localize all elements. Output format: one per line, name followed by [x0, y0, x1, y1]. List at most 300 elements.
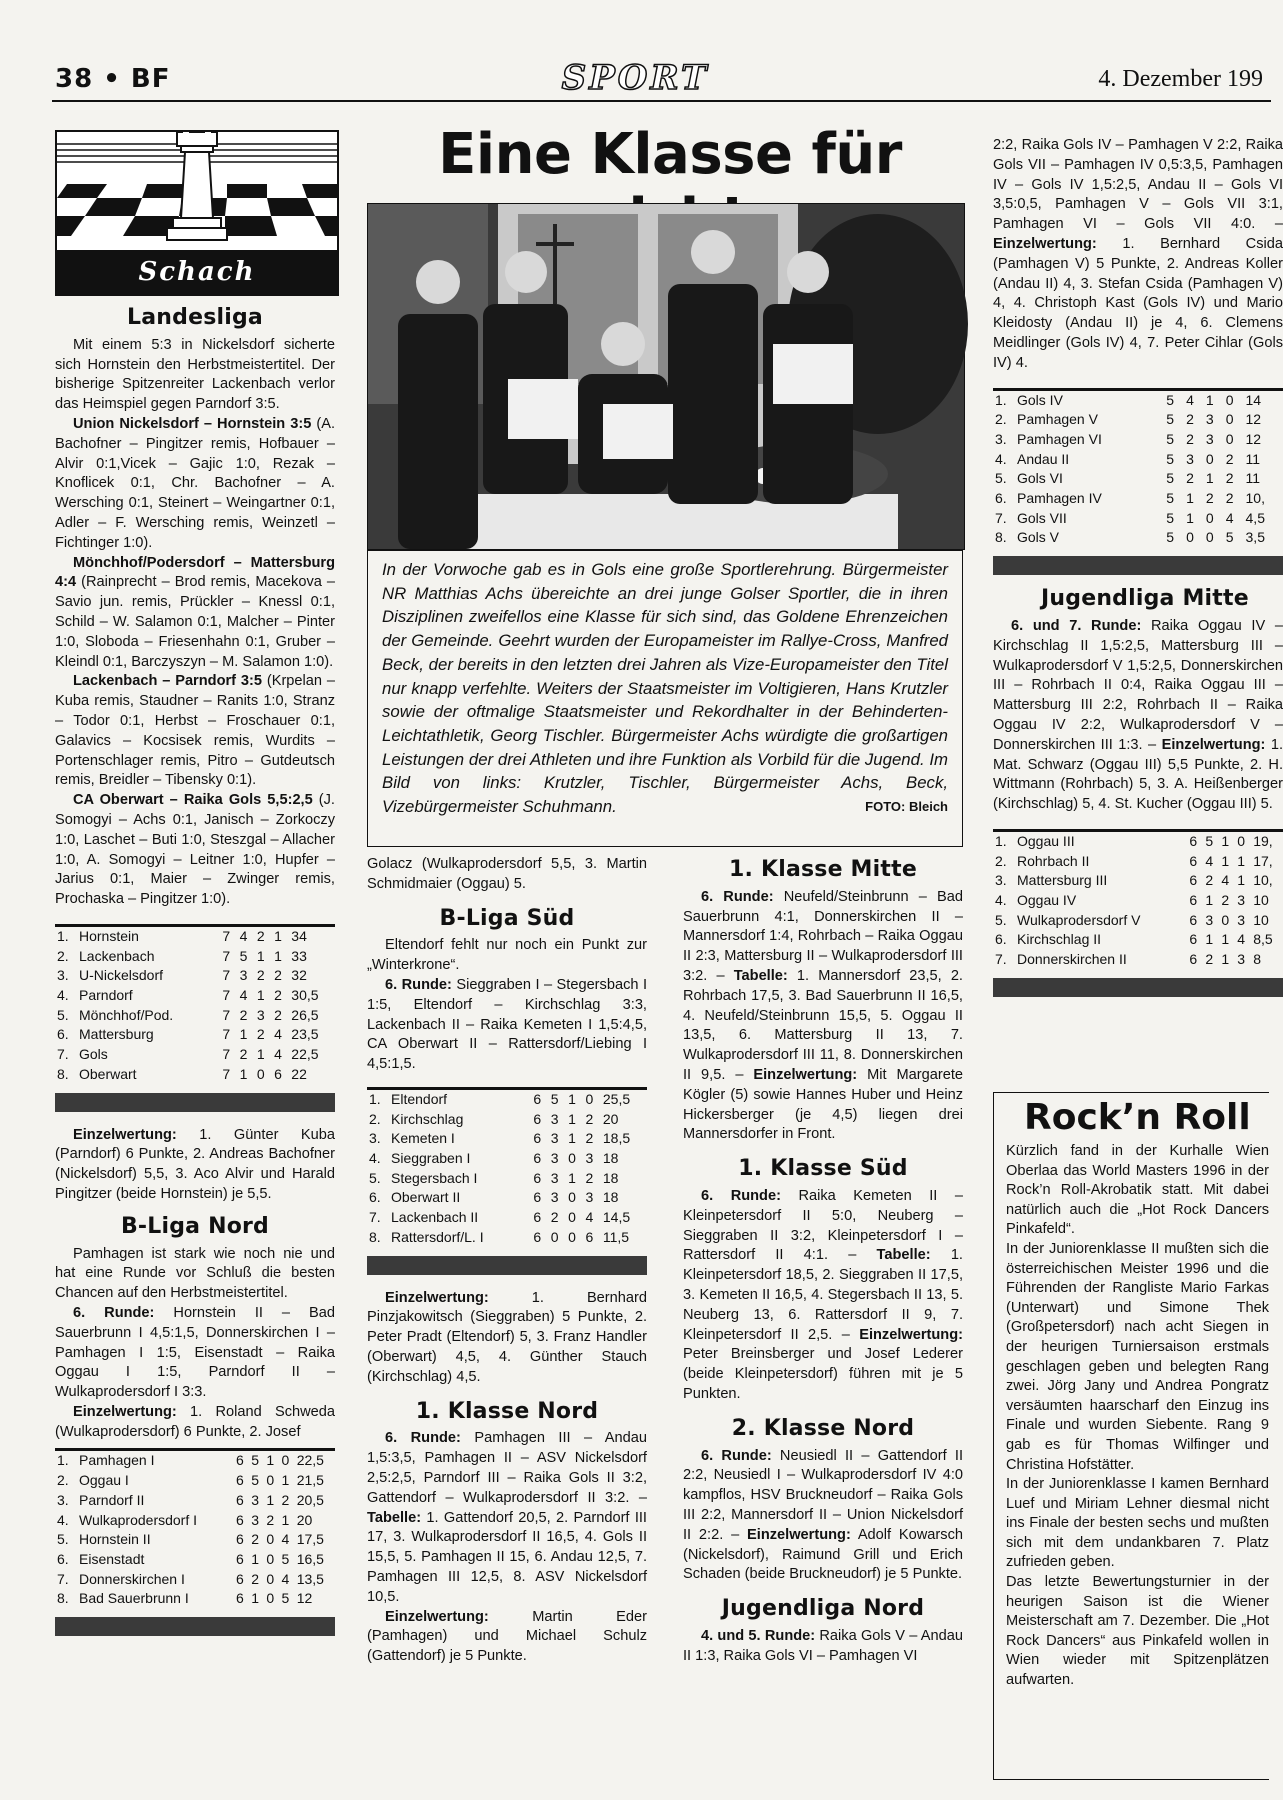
- table-cell: 1: [256, 987, 265, 1004]
- table-cell: 7.: [369, 1209, 381, 1226]
- team-name-cell: Pamhagen V: [1017, 411, 1098, 428]
- table-cell: 4.: [369, 1150, 381, 1167]
- table-cell: 1: [1186, 509, 1194, 526]
- table-footer-bar: [55, 1617, 335, 1636]
- round-results: [55, 1304, 335, 1403]
- team-name-cell: Pamhagen VI: [1017, 430, 1102, 447]
- chess-rook-icon: [57, 132, 337, 252]
- table-cell: 0: [266, 1531, 275, 1548]
- landesliga-heading: Landesliga: [127, 305, 263, 330]
- photo-caption: [367, 550, 963, 847]
- table-cell: 4.: [57, 987, 69, 1004]
- table-row: [367, 1088, 647, 1109]
- table-row: [367, 1169, 647, 1189]
- table-cell: 6.: [57, 1026, 69, 1043]
- round-body: Pamhagen III – Andau 1,5:3,5, Pamhagen II – ASV Nickelsdorf 2,5:2,5, Parndorf III – Raika Gols II 3:2, Gattendorf – Wulkaprodersdorf II 3:2. –: [367, 1430, 647, 1506]
- table-cell: 33: [291, 947, 307, 964]
- bliga-nord-intro: Pamhagen ist stark wie noch nie und hat eine Runde vor Schluß die besten Chancen auf den Herbstmeistertitel.: [55, 1245, 335, 1302]
- table-cell: 7: [222, 1026, 231, 1043]
- table-cell: 3: [256, 1006, 265, 1023]
- table-cell: 2.: [57, 947, 69, 964]
- table-cell: 6: [533, 1228, 542, 1245]
- table-cell: 7: [222, 947, 231, 964]
- header-rule: [52, 100, 1271, 102]
- table-cell: 7.: [995, 509, 1007, 526]
- klasse-nord-heading: 1. Klasse Nord: [415, 1398, 599, 1424]
- table-cell: 6.: [995, 490, 1007, 507]
- table-cell: 6: [533, 1090, 542, 1107]
- table-row: [55, 1570, 335, 1590]
- table-cell: 30,5: [291, 987, 319, 1004]
- table-row: [993, 528, 1283, 548]
- table-cell: 5: [281, 1551, 290, 1567]
- table-cell: 1: [1205, 892, 1214, 909]
- table-row: [993, 891, 1283, 911]
- table-cell: 0: [1225, 430, 1234, 447]
- table-cell: 6.: [57, 1551, 69, 1567]
- table-cell: 2.: [995, 852, 1007, 869]
- table-cell: 2: [256, 927, 265, 944]
- table-row: [55, 1491, 335, 1511]
- team-name-cell: Lackenbach: [79, 947, 155, 964]
- table-row: [367, 1110, 647, 1130]
- table-cell: 1: [1221, 951, 1230, 968]
- round-body: Raika Oggau IV – Kirchschlag II 1,5:2,5, Mattersburg III – Wulkaprodersdorf V 1,5:2,5, Donnerskirchen III – Rohrbach II 0:4, Raika Oggau III – Mattersburg III 2:2, Rohrbach II – Raika Oggau IV 2:2, Wulkaprodersdorf V – Donnerskirchen III 1:3. –: [993, 617, 1283, 753]
- team-name-cell: Oggau III: [1017, 832, 1075, 849]
- table-cell: 1: [1237, 872, 1246, 889]
- team-name-cell: Rohrbach II: [1017, 852, 1090, 869]
- table-cell: 6: [236, 1511, 244, 1528]
- table-cell: 10,: [1253, 872, 1273, 889]
- table-cell: 7: [222, 1065, 231, 1082]
- table-footer-bar: [993, 978, 1283, 997]
- table-cell: 7.: [57, 1570, 69, 1587]
- individual-ranking: [55, 1403, 335, 1443]
- chess-logo: [55, 130, 339, 296]
- table-cell: 1: [1205, 931, 1214, 948]
- table-cell: 3: [550, 1110, 559, 1127]
- table-cell: 6: [236, 1472, 244, 1489]
- table-cell: 7: [222, 1046, 231, 1063]
- table-cell: 4: [1221, 872, 1230, 889]
- table-cell: 2.: [995, 411, 1007, 428]
- table-cell: 4: [585, 1209, 594, 1226]
- table-row: [55, 966, 335, 986]
- section-title: SPORT: [561, 58, 710, 98]
- table-cell: 2: [585, 1130, 594, 1147]
- match-body: (Krpelan – Kuba remis, Staudner – Ranits 1:0, Stranz – Todor 0:1, Herbst – Froschauer 0:1, Galavics – Kocsisek remis, Wurdits – Portenschlager remis, Pitro – Gutdeutsch remis, Breidler – Tibensky 0:1).: [55, 673, 335, 789]
- table-cell: 6: [533, 1110, 542, 1127]
- team-name-cell: Sieggraben I: [391, 1150, 471, 1167]
- table-row: [993, 871, 1283, 891]
- table-row: [55, 1025, 335, 1045]
- table-cell: 4,5: [1245, 509, 1265, 526]
- table-cell: 0: [568, 1189, 576, 1206]
- table-cell: 5: [550, 1090, 559, 1107]
- table-body: 1. Mannersdorf 23,5, 2. Rohrbach 17,5, 3. Bad Sauerbrunn II 16,5, 4. Neufeld/Steinbrunn 15,5, 5. Oggau II 13,5, 6. Mattersburg II 13, 7. Wulkaprodersdorf III 11, 8. Donnerskirchen II 9,5. –: [683, 967, 963, 1083]
- table-cell: 5: [1225, 529, 1234, 546]
- table-cell: 26,5: [291, 1006, 319, 1023]
- column-3: [683, 857, 964, 1666]
- ranking-body: Martin Eder (Pamhagen) und Michael Schulz (Gattendorf) je 5 Punkte.: [367, 1608, 647, 1665]
- table-cell: 6: [1189, 911, 1198, 928]
- team-name-cell: Gols IV: [1017, 391, 1063, 408]
- table-row: [55, 1006, 335, 1026]
- table-cell: 18: [602, 1150, 619, 1167]
- column-4-clip: [993, 136, 1283, 1086]
- table-cell: 2: [550, 1209, 559, 1226]
- table-cell: 3: [1186, 450, 1194, 467]
- table-cell: 8.: [995, 529, 1007, 546]
- article-headline: Eine Klasse für: [438, 122, 902, 187]
- table-row: [367, 1188, 647, 1208]
- klasse-sued-heading: 1. Klasse Süd: [738, 1156, 908, 1182]
- table-cell: 2: [256, 967, 265, 984]
- team-name-cell: Oberwart: [79, 1065, 137, 1082]
- standings-table: [55, 1448, 335, 1609]
- table-row: [55, 986, 335, 1006]
- match-report: [55, 415, 335, 554]
- table-cell: 0: [1225, 391, 1234, 408]
- team-name-cell: Mattersburg III: [1017, 872, 1108, 889]
- table-cell: 4: [274, 1046, 282, 1063]
- table-cell: 3: [550, 1189, 559, 1206]
- table-cell: 3.: [57, 1491, 69, 1508]
- round-head: 6. Runde:: [701, 1187, 781, 1204]
- round-results: [683, 1187, 963, 1405]
- standings-table: [993, 829, 1283, 970]
- table-cell: 12: [1245, 430, 1262, 447]
- table-cell: 6: [533, 1189, 542, 1206]
- match-report: [55, 672, 335, 791]
- table-row: [55, 1065, 335, 1085]
- team-name-cell: Eisenstadt: [79, 1551, 145, 1567]
- round-results: [683, 1627, 963, 1667]
- ranking-head: Einzelwertung:: [385, 1608, 489, 1625]
- table-cell: 7: [222, 1006, 231, 1023]
- table-cell: 1.: [57, 927, 69, 944]
- team-name-cell: Donnerskirchen I: [79, 1570, 185, 1587]
- table-row: [55, 947, 335, 967]
- round-results: [367, 1429, 647, 1607]
- ranking-head: Einzelwertung:: [859, 1326, 963, 1343]
- table-row: [55, 1045, 335, 1065]
- table-cell: 6: [236, 1531, 244, 1548]
- table-cell: 1: [256, 1046, 265, 1063]
- table-cell: 1: [239, 1065, 248, 1082]
- table-cell: 3: [585, 1150, 594, 1167]
- team-name-cell: Gols VII: [1017, 509, 1067, 526]
- table-cell: 2: [274, 987, 282, 1004]
- table-cell: 22,5: [296, 1452, 324, 1469]
- table-cell: 1.: [57, 1452, 69, 1469]
- ranking-body: 1. Mat. Schwarz (Oggau III) 5,5 Punkte, 2. H. Wittmann (Rohrbach) 5, 3. A. Heißenberger (Kirchschlag) 5, 4. St. Kucher (Oggau III) 5.: [993, 736, 1283, 813]
- table-cell: 5: [239, 947, 248, 964]
- table-cell: 6: [236, 1452, 244, 1469]
- table-cell: 3: [585, 1189, 594, 1206]
- ranking-head: Einzelwertung:: [1161, 736, 1266, 753]
- table-cell: 11: [1245, 450, 1261, 467]
- table-row: [55, 925, 335, 946]
- table-cell: 3: [550, 1130, 559, 1147]
- table-row: [993, 911, 1283, 931]
- table-cell: 4: [1225, 509, 1234, 526]
- table-cell: 4: [1237, 931, 1246, 948]
- chess-logo-label: Schach: [57, 250, 337, 294]
- table-cell: 1: [568, 1090, 576, 1107]
- round-head: 6. Runde:: [385, 1430, 461, 1447]
- round-head: 6. Runde:: [73, 1304, 155, 1321]
- match-head: Lackenbach – Parndorf 3:5: [73, 673, 262, 690]
- individual-ranking: [367, 1289, 647, 1388]
- table-footer-bar: [55, 1093, 335, 1112]
- table-cell: 3: [1237, 911, 1246, 928]
- table-cell: 7.: [57, 1046, 69, 1063]
- column-1: [55, 298, 335, 1650]
- table-cell: 1: [251, 1590, 259, 1607]
- column-2: [367, 855, 647, 1667]
- table-cell: 0: [1225, 411, 1234, 428]
- round-head: 6. und 7. Runde:: [1011, 617, 1142, 634]
- round-body: Hornstein II – Bad Sauerbrunn I 4,5:1,5, Donnerskirchen I – Pamhagen I 1:5, Eisenstadt – Raika Oggau I 1:5, Parndorf II – Wulkaprodersdorf I 3:3.: [55, 1304, 336, 1401]
- table-cell: 6: [533, 1130, 542, 1147]
- table-cell: 6: [1189, 832, 1198, 849]
- team-name-cell: Mattersburg: [79, 1026, 154, 1043]
- team-name-cell: Eltendorf: [391, 1090, 448, 1107]
- table-cell: 1: [568, 1110, 576, 1127]
- table-cell: 1: [1221, 931, 1230, 948]
- table-cell: 2: [274, 1006, 282, 1023]
- table-cell: 6: [1189, 852, 1198, 869]
- table-cell: 1: [281, 1511, 290, 1528]
- table-cell: 19,: [1253, 832, 1273, 849]
- team-name-cell: Gols: [79, 1046, 108, 1063]
- match-report: [55, 554, 335, 673]
- table-cell: 2: [1186, 470, 1194, 487]
- team-name-cell: Bad Sauerbrunn I: [79, 1590, 189, 1607]
- table-cell: 2: [1225, 470, 1234, 487]
- table-row: [993, 389, 1283, 410]
- table-cell: 4: [274, 1026, 282, 1043]
- table-cell: 6: [585, 1228, 594, 1245]
- round-head: 4. und 5. Runde:: [701, 1627, 816, 1644]
- table-cell: 8: [1253, 951, 1262, 968]
- photo-credit: FOTO: Bleich: [865, 799, 948, 815]
- table-cell: 1: [251, 1551, 259, 1567]
- team-name-cell: Hornstein: [79, 927, 139, 944]
- table-cell: 14,5: [602, 1209, 631, 1226]
- table-cell: 6: [533, 1150, 542, 1167]
- table-cell: 34: [291, 927, 307, 944]
- table-row: [993, 450, 1283, 470]
- table-row: [55, 1589, 335, 1609]
- team-name-cell: Parndorf: [79, 987, 133, 1004]
- table-head: Tabelle:: [876, 1247, 931, 1264]
- ranking-head: Einzelwertung:: [747, 1526, 851, 1543]
- caption-text: In der Vorwoche gab es in Gols eine große Sportlerehrung. Bürgermeister NR Matthias Achs übereichte an drei junge Golser Sportler, die in ihren Disziplinen zweifellos eine Klasse für sich sind, das Goldene Ehrenzeichen der Gemeinde. Geehrt wurden der Europameister im Rallye-Cross, Manfred Beck, der bereits in den letzten drei Jahren als Vize-Europameister den Titel nur knapp verfehlte. Weiters der Staatsmeister im Voltigieren, Hans Krutzler sowie der oftmalige Staatsmeister und Rekordhalter in der Behinderten-Leichtathletik, Georg Tischler. Bürgermeister Achs würdigte die großartigen Leistungen der drei Athleten und ihre Funktion als Vorbild für die Jugend. Im Bild von links: Krutzler, Tischler, Bürgermeister Achs, Beck, Vizebürgermeister Schuhmann.: [382, 560, 948, 817]
- round-head: 6. Runde:: [385, 976, 452, 993]
- table-cell: 4: [281, 1531, 290, 1548]
- match-head: CA Oberwart – Raika Gols 5,5:2,5: [73, 792, 313, 809]
- rock-paragraph: In der Juniorenklasse I kamen Bernhard Luef und Miriam Lehner diesmal nicht ins Finale der besten sechs und mußten sich mit dem undankbaren 7. Platz zufrieden geben.: [1006, 1476, 1269, 1571]
- team-name-cell: Gols V: [1017, 529, 1060, 546]
- table-cell: 6: [1189, 872, 1198, 889]
- table-cell: 0: [281, 1452, 290, 1469]
- table-cell: 0: [1237, 832, 1246, 849]
- table-cell: 2.: [369, 1110, 381, 1127]
- table-cell: 0: [550, 1228, 559, 1245]
- table-cell: 11,5: [602, 1228, 630, 1245]
- team-name-cell: Parndorf II: [79, 1491, 145, 1508]
- klasse-mitte-heading: 1. Klasse Mitte: [729, 857, 917, 882]
- table-cell: 3,5: [1245, 529, 1265, 546]
- table-cell: 0: [266, 1472, 275, 1489]
- table-cell: 3: [550, 1169, 559, 1186]
- table-row: [367, 1208, 647, 1228]
- table-cell: 6.: [369, 1189, 381, 1206]
- table-cell: 8,5: [1253, 931, 1273, 948]
- standings-table: [55, 924, 335, 1085]
- team-name-cell: Pamhagen I: [79, 1452, 155, 1469]
- table-cell: 2: [281, 1491, 290, 1508]
- ranking-body: Adolf Kowarsch (Nickelsdorf), Raimund Grill und Erich Schaden (beide Bruckneudorf) je 5 Punkte.: [683, 1526, 963, 1583]
- table-cell: 0: [266, 1570, 275, 1587]
- table-cell: 1: [266, 1452, 275, 1469]
- table-cell: 1: [281, 1472, 290, 1489]
- table-cell: 1: [1221, 832, 1230, 849]
- table-footer-bar: [993, 556, 1283, 575]
- table-cell: 2: [266, 1511, 275, 1528]
- table-cell: 12: [296, 1590, 313, 1607]
- team-name-cell: Mönchhof/Pod.: [79, 1006, 174, 1023]
- table-cell: 2: [1186, 430, 1194, 447]
- table-cell: 3: [1237, 892, 1246, 909]
- individual-ranking: [55, 1126, 335, 1205]
- team-name-cell: Rattersdorf/L. I: [391, 1228, 484, 1245]
- table-cell: 7: [222, 927, 231, 944]
- award-ceremony-photo: [367, 203, 965, 550]
- table-cell: 2: [1205, 872, 1214, 889]
- jugend-mitte-heading: Jugendliga Mitte: [1041, 586, 1249, 612]
- table-cell: 6: [1189, 951, 1198, 968]
- table-cell: 6: [1189, 892, 1198, 909]
- team-name-cell: U-Nickelsdorf: [79, 967, 164, 984]
- table-cell: 4.: [57, 1511, 69, 1528]
- round-body: Neufeld/Steinbrunn – Bad Sauerbrunn 4:1, Donnerskirchen II – Mannersdorf 1:4, Rohrbach – Raika Oggau II 2:3, Mattersburg II – Wulkaprodersdorf III 3:2. –: [683, 888, 963, 984]
- table-cell: 4.: [995, 450, 1007, 467]
- ranking-body: 1. Bernhard Csida (Pamhagen V) 5 Punkte, 2. Andreas Koller (Andau II) 4, 3. Stefan Csida (Pamhagen V) 4, 4. Christoph Kast (Gols IV) und Mario Kleidosty (Andau II) je 4, 6. Clemens Meidlinger (Gols IV) 4, 7. Peter Cihlar (Gols IV) 4.: [993, 235, 1283, 371]
- table-cell: 11: [1245, 470, 1261, 487]
- match-body: (J. Somogyi – Achs 0:1, Janisch – Zorkoczy 1:0, Laschet – Buti 1:0, Steszgal – Allacher 1:0, A. Somogyi – Leitner 1:0, Hupfer – Jarius 0:1, Maier – Zwinger remis, Prochaska – Pingitzer 1:0).: [55, 792, 335, 908]
- table-cell: 1.: [369, 1090, 381, 1107]
- table-row: [367, 1228, 647, 1248]
- table-cell: 2.: [57, 1472, 69, 1489]
- table-body: 1. Kleinpetersdorf 18,5, 2. Sieggraben II 17,5, 3. Kemeten II 16,5, 4. Stegersbach II 13, 5. Neuberg 13, 6. Rattersdorf II 9, 7. Kleinpetersdorf II 2,5. –: [683, 1247, 963, 1343]
- table-row: [993, 852, 1283, 872]
- table-cell: 5: [1166, 391, 1175, 408]
- table-cell: 5: [1205, 832, 1214, 849]
- table-cell: 10: [1253, 911, 1269, 928]
- table-cell: 14: [1245, 391, 1262, 408]
- table-cell: 2: [1221, 892, 1230, 909]
- round-body: Raika Gols V – Andau II 1:3, Raika Gols VI – Pamhagen VI: [683, 1627, 963, 1664]
- table-cell: 7.: [995, 951, 1007, 968]
- table-cell: 1: [266, 1491, 275, 1508]
- individual-ranking: [367, 1608, 647, 1667]
- table-cell: 5.: [57, 1006, 69, 1023]
- table-cell: 1: [1205, 391, 1214, 408]
- table-cell: 3: [239, 967, 248, 984]
- table-cell: 5: [1166, 411, 1175, 428]
- table-row: [55, 1471, 335, 1491]
- table-cell: 1: [568, 1130, 576, 1147]
- table-cell: 5.: [995, 470, 1007, 487]
- match-head: Mönchhof/Podersdorf – Mattersburg 4:4: [55, 554, 335, 591]
- table-row: [55, 1550, 335, 1570]
- team-name-cell: Wulkaprodersdorf V: [1017, 911, 1141, 928]
- table-cell: 13,5: [296, 1570, 324, 1587]
- table-cell: 1: [1237, 852, 1246, 869]
- table-cell: 20,5: [296, 1491, 324, 1508]
- table-cell: 6: [236, 1491, 244, 1508]
- rock-n-roll-heading: Rock’n Roll: [1024, 1097, 1251, 1138]
- table-cell: 0: [568, 1228, 576, 1245]
- ranking-body: 1. Bernhard Pinzjakowitsch (Sieggraben) 5 Punkte, 2. Peter Pradt (Eltendorf) 5, 3. Franz Handler (Oberwart) 4,5, 4. Günther Stauch (Kirchschlag) 4,5.: [367, 1289, 647, 1385]
- issue-date: 4. Dezember 199: [1098, 66, 1263, 92]
- table-cell: 4: [1186, 391, 1194, 408]
- table-cell: 2: [1205, 490, 1214, 507]
- rock-paragraph: Kürzlich fand in der Kurhalle Wien Oberlaa das World Masters 1996 in der Rock’n Roll-Akrobatik statt. Mit dabei natürlich auch die „Hot Rock Dancers Pinkafeld“.: [1006, 1143, 1269, 1238]
- table-cell: 4: [239, 987, 248, 1004]
- table-cell: 6.: [995, 931, 1007, 948]
- table-cell: 6: [236, 1551, 244, 1567]
- table-cell: 7: [222, 987, 231, 1004]
- table-cell: 0: [568, 1150, 576, 1167]
- table-cell: 4: [1205, 852, 1214, 869]
- table-cell: 18: [602, 1169, 619, 1186]
- team-name-cell: Donnerskirchen II: [1017, 951, 1127, 968]
- bliga-sued-heading: B-Liga Süd: [439, 905, 575, 931]
- table-cell: 17,: [1253, 852, 1273, 869]
- table-row: [367, 1149, 647, 1169]
- table-cell: 20: [602, 1110, 619, 1127]
- table-cell: 3: [1205, 430, 1214, 447]
- ranking-body: Peter Breinsberger und Josef Lederer (beide Kleinpetersdorf) führen mit je 5 Punkten.: [683, 1346, 963, 1402]
- round-results: [683, 1447, 963, 1586]
- team-name-cell: Kirchschlag II: [1017, 931, 1102, 948]
- table-cell: 5: [1166, 509, 1175, 526]
- table-cell: 3: [251, 1511, 259, 1528]
- table-cell: 0: [266, 1551, 275, 1567]
- table-row: [993, 430, 1283, 450]
- table-row: [993, 489, 1283, 509]
- table-cell: 2: [1186, 411, 1194, 428]
- ranking-body: 1. Günter Kuba (Parndorf) 6 Punkte, 2. Andreas Bachofner (Nickelsdorf) 5,5, 3. Aco Alvir und Harald Pingitzer (beide Hornstein) je 5,5.: [55, 1126, 335, 1202]
- match-head: Union Nickelsdorf – Hornstein 3:5: [73, 415, 312, 432]
- table-head: Tabelle:: [367, 1509, 422, 1526]
- rock-n-roll-box: [993, 1092, 1269, 1780]
- table-row: [55, 1530, 335, 1550]
- table-cell: 5: [1166, 450, 1175, 467]
- table-footer-bar: [367, 1256, 647, 1275]
- table-cell: 2: [1205, 951, 1214, 968]
- team-name-cell: Oggau I: [79, 1472, 129, 1489]
- table-cell: 3.: [995, 872, 1007, 889]
- table-cell: 5: [1166, 490, 1175, 507]
- table-cell: 0: [256, 1065, 265, 1082]
- match-body: (A. Bachofner – Pingitzer remis, Hofbauer – Alvir 0:1,Vicek – Gajic 1:0, Rezak – Knoflicek 0:1, Chr. Bachofner – A. Wersching 0:1, Steinert – Weingartner 0:1, Adler – F. Wersching remis, Weinzetl – Fichtinger 1:0).: [55, 415, 336, 551]
- continued-body: 2:2, Raika Gols IV – Pamhagen V 2:2, Raika Gols VII – Pamhagen IV 0,5:3,5, Pamhagen IV – Gols IV 1,5:2,5, Andau II – Gols VI 3,5:0,5, Pamhagen V – Gols VII 3:1, Pamhagen VI – Gols VII 4:0. –: [993, 137, 1283, 233]
